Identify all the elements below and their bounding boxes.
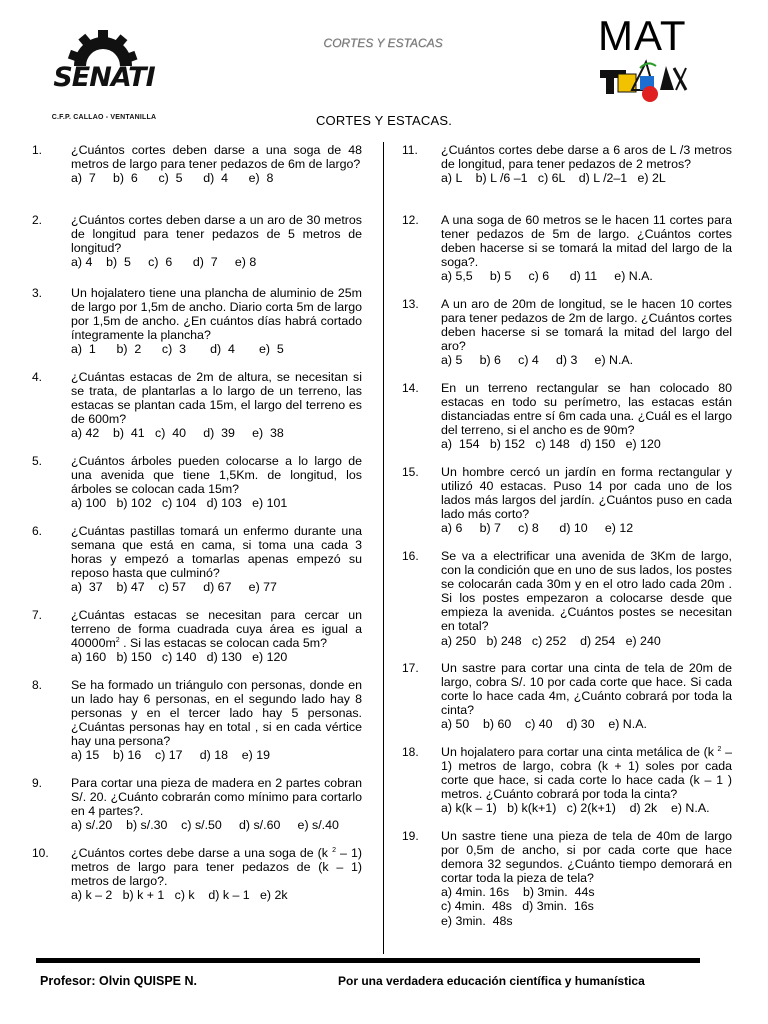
question-number: 15.: [402, 465, 419, 479]
question-number: 6.: [32, 524, 43, 538]
question-text: Un hombre cercó un jardín en forma rectangular y utilizó 40 estacas. Puso 14 por cada uno de los lados más largos del jardín. ¿Cuántos puso en cada lado más corto?: [441, 465, 732, 522]
question-item: [32, 286, 362, 370]
question-text: Para cortar una pieza de madera en 2 partes cobran S/. 20. ¿Cuánto cobrarán como mínimo para cortarlo en 4 partes?.: [71, 776, 362, 819]
question-item: [402, 661, 732, 745]
question-text-part: ¿Cuántos cortes debe darse a una soga de (k: [71, 846, 333, 860]
question-text: ¿Cuántas pastillas tomará un enfermo durante una semana que está en cama, si toma una cada 3 horas y empezó a tomarlas apenas empezó su reposo hasta que culminó?: [71, 524, 362, 581]
question-text: Se ha formado un triángulo con personas, donde en un lado hay 6 personas, en el segundo lado hay 8 personas y en el tercer lado hay 5 personas. ¿Cuántas personas hay en total , si en cada vértice hay una persona?: [71, 678, 362, 749]
question-text-part: ¿Cuántas estacas se necesitan para cercar un terreno de forma cuadrada cuya área es igual a 40000m: [71, 608, 362, 651]
question-item: [402, 745, 732, 829]
question-number: 3.: [32, 286, 43, 300]
question-number: 1.: [32, 143, 43, 157]
column-divider: [383, 142, 384, 954]
question-number: 7.: [32, 608, 43, 622]
question-options: a) 100 b) 102 c) 104 d) 103 e) 101: [71, 496, 288, 511]
question-number: 12.: [402, 213, 419, 227]
question-text: Se va a electrificar una avenida de 3Km de largo, con la condición que en uno de sus lados, los postes se colocarán cada 30m y en el otro lado cada 20m . Si los postes empezaron a colocarse desde que empieza la avenida. ¿Cuántos postes se necesitan en total?: [441, 549, 732, 634]
question-options: e) 3min. 48s: [441, 913, 513, 928]
question-options: a) 250 b) 248 c) 252 d) 254 e) 240: [441, 633, 661, 648]
question-text: [71, 608, 362, 650]
question-item: [32, 608, 362, 678]
question-number: 5.: [32, 454, 43, 468]
question-number: 14.: [402, 381, 419, 395]
question-text-part: –1) metros de largo, cobra (k + 1) soles por cada corte que hace, si cada corte lo hace cada (k – 1 ) metros. ¿Cuánto cobrará por toda la cinta?: [441, 745, 732, 802]
question-item: [32, 678, 362, 776]
question-text-part: . Si las estacas se colocan cada 5m?: [119, 636, 327, 651]
question-item: [402, 465, 732, 549]
question-text: Un sastre tiene una pieza de tela de 40m de largo por 0,5m de ancho, si por cada corte que hace demora 32 segundos. ¿Cuánto tiempo demorará en cortar toda la pieza de tela?: [441, 829, 732, 886]
footer-motto: Por una verdadera educación científica y humanística: [338, 974, 645, 988]
question-text: [441, 745, 732, 801]
document-title: CORTES Y ESTACAS.: [315, 113, 453, 128]
question-number: 18.: [402, 745, 419, 759]
footer-rule: [36, 958, 700, 963]
question-item: [32, 776, 362, 846]
question-text: A un aro de 20m de longitud, se le hacen 10 cortes para tener pedazos de 2m de largo. ¿Cuántos cortes deben hacerse si se tomará la mitad del largo del aro?: [441, 297, 732, 354]
question-options: a) 37 b) 47 c) 57 d) 67 e) 77: [71, 580, 277, 595]
question-text: ¿Cuántos cortes debe darse a 6 aros de L /3 metros de longitud, para tener pedazos de 2 metros?: [441, 143, 732, 172]
question-item: [402, 297, 732, 381]
question-text: A una soga de 60 metros se le hacen 11 cortes para tener pedazos de 5m de largo. ¿Cuántos cortes deben hacerse si se tomará la mitad del largo de la soga?.: [441, 213, 732, 270]
math-tools-icon: [596, 56, 696, 102]
question-text-part: – 1) metros de largo para tener pedazos de (k – 1) metros de largo?.: [71, 846, 362, 889]
question-options: a) 5,5 b) 5 c) 6 d) 11 e) N.A.: [441, 269, 653, 284]
question-text: ¿Cuántos árboles pueden colocarse a lo largo de una avenida que tiene 1,5Km. de longitud, los árboles se colocan cada 15m?: [71, 454, 362, 497]
question-item: [32, 524, 362, 608]
question-options: a) k(k – 1) b) k(k+1) c) 2(k+1) d) 2k e) N.A.: [441, 801, 710, 816]
question-text: En un terreno rectangular se han colocado 80 estacas en todo su perímetro, las estacas están distanciadas entre sí 6m cada una. ¿Cuál es el largo del terreno, si el ancho es de 90m?: [441, 381, 732, 438]
question-item: [32, 370, 362, 454]
question-item: [32, 213, 362, 286]
question-options: a) 5 b) 6 c) 4 d) 3 e) N.A.: [441, 353, 634, 368]
question-options: a) 4min. 16s b) 3min. 44s: [441, 885, 595, 900]
superscript: 2: [332, 846, 336, 854]
superscript: 2: [115, 637, 120, 645]
question-number: 19.: [402, 829, 419, 843]
question-options: a) 4 b) 5 c) 6 d) 7 e) 8: [71, 255, 257, 270]
question-text: Un sastre para cortar una cinta de tela de 20m de largo, cobra S/. 10 por cada corte que hace. Si cada corte lo hace cada 4m, ¿Cuánto cobrará por toda la cinta?: [441, 661, 732, 718]
question-options: a) 42 b) 41 c) 40 d) 39 e) 38: [71, 426, 284, 441]
mat-logo-text: MAT: [598, 12, 687, 59]
teacher-name: Profesor: Olvin QUISPE N.: [40, 974, 197, 988]
question-text: ¿Cuántos cortes deben darse a un aro de 30 metros de longitud para tener pedazos de 5 metros de longitud?: [71, 213, 362, 256]
question-number: 10.: [32, 846, 49, 860]
question-text-part: Un hojalatero para cortar una cinta metálica de (k: [441, 745, 718, 759]
question-number: 17.: [402, 661, 419, 675]
header-title: CORTES Y ESTACAS: [323, 36, 443, 50]
superscript: 2: [717, 745, 722, 753]
question-item: [32, 143, 362, 213]
question-item: [402, 829, 732, 929]
question-options: a) 15 b) 16 c) 17 d) 18 e) 19: [71, 748, 271, 763]
page-header: [0, 0, 768, 121]
senati-logo: [44, 28, 162, 121]
question-text: Un hojalatero tiene una plancha de aluminio de 25m de largo por 1,5m de ancho. Diario corta 5m de largo por 1,5m de ancho. ¿En cuántos días habrá cortado íntegramente la plancha?: [71, 286, 362, 343]
question-options: a) 160 b) 150 c) 140 d) 130 e) 120: [71, 650, 288, 665]
questions-column-left: [32, 143, 362, 906]
question-options: a) k – 2 b) k + 1 c) k d) k – 1 e) 2k: [71, 888, 288, 903]
question-number: 9.: [32, 776, 43, 790]
question-item: [402, 213, 732, 297]
question-number: 16.: [402, 549, 419, 563]
question-item: [402, 549, 732, 661]
question-item: [32, 846, 362, 906]
mat-logo: [596, 12, 700, 102]
question-options: a) 1 b) 2 c) 3 d) 4 e) 5: [71, 342, 284, 357]
question-options: a) s/.20 b) s/.30 c) s/.50 d) s/.60 e) s/.40: [71, 818, 339, 833]
questions-column-right: [402, 143, 732, 929]
question-item: [32, 454, 362, 524]
question-text: ¿Cuántos cortes deben darse a una soga de 48 metros de largo para tener pedazos de 6m de largo?: [71, 143, 362, 172]
question-options: a) 50 b) 60 c) 40 d) 30 e) N.A.: [441, 717, 647, 732]
question-number: 13.: [402, 297, 419, 311]
logo-subtitle: C.F.P. CALLAO - VENTANILLA: [51, 114, 157, 121]
question-text: ¿Cuántas estacas de 2m de altura, se necesitan si se trata, de plantarlas a lo largo de un terreno, las estacas se plantan cada 15m, el largo del terreno es de 600m?: [71, 370, 362, 427]
question-options: a) L b) L /6 –1 c) 6L d) L /2–1 e) 2L: [441, 171, 666, 186]
question-options: a) 154 b) 152 c) 148 d) 150 e) 120: [441, 437, 661, 452]
question-item: [402, 381, 732, 465]
question-number: 2.: [32, 213, 43, 227]
question-options: c) 4min. 48s d) 3min. 16s: [441, 899, 594, 914]
question-number: 4.: [32, 370, 43, 384]
question-item: [402, 143, 732, 213]
question-number: 11.: [402, 143, 418, 157]
question-options: a) 6 b) 7 c) 8 d) 10 e) 12: [441, 521, 634, 536]
question-options: a) 7 b) 6 c) 5 d) 4 e) 8: [71, 171, 274, 186]
question-number: 8.: [32, 678, 43, 692]
question-text: [71, 846, 362, 888]
logo-text: SENATI: [53, 62, 155, 93]
